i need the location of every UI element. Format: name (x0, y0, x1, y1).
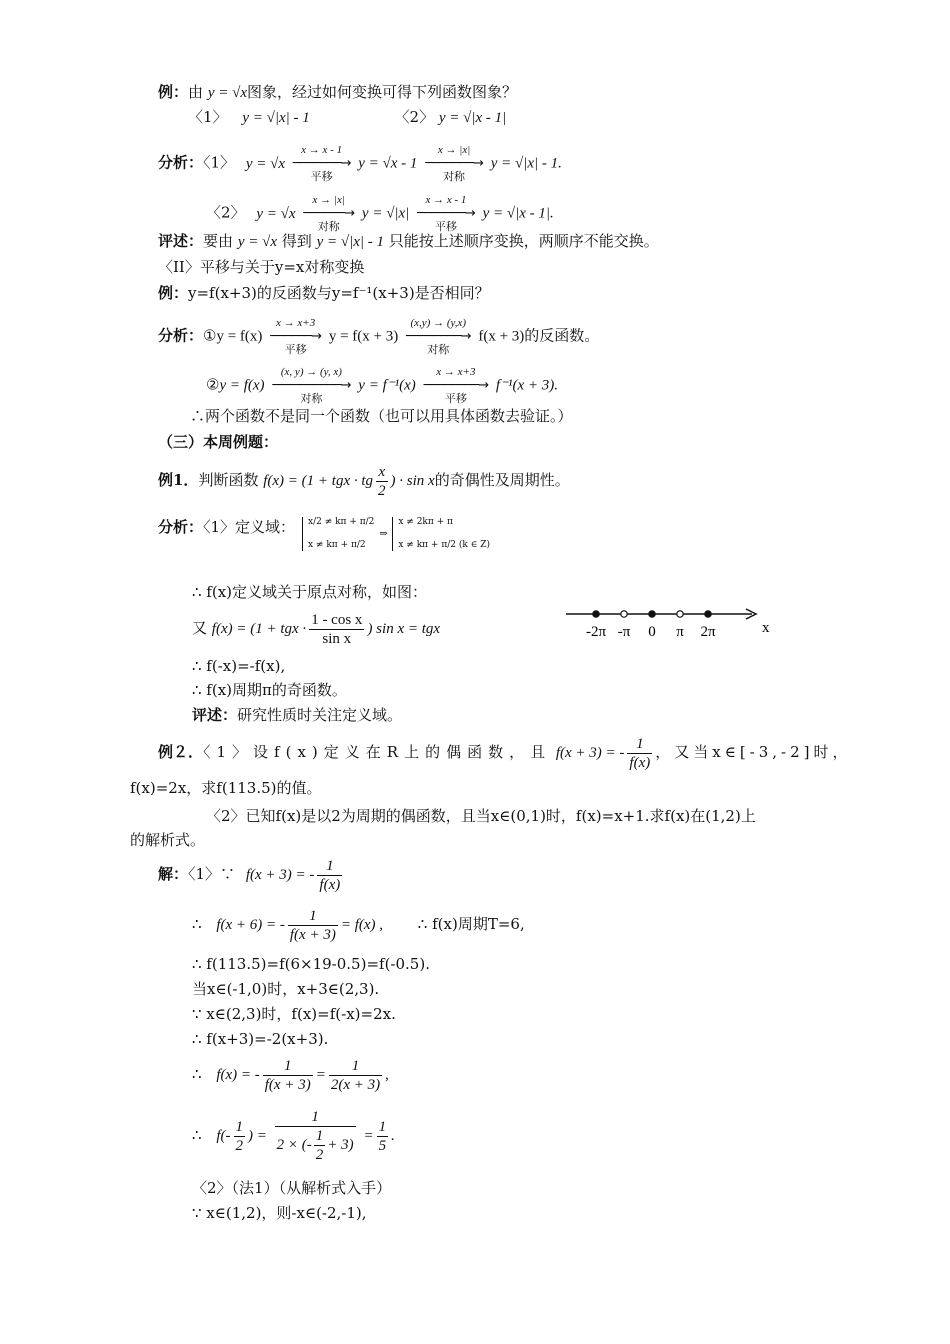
text: 〈1〉定义域： (203, 518, 296, 536)
transform-arrow: x → x - 1 ───────→ 平移 (417, 194, 475, 233)
filled-point (649, 611, 655, 617)
example-label: 例： (158, 83, 189, 101)
example-label: 例： (158, 284, 189, 302)
solution-line-8 (192, 1106, 395, 1165)
therefore-symbol: ∴ (192, 915, 202, 933)
odd-statement: ∴ f(-x)=-f(x), (192, 657, 286, 675)
analysis-chain-2 (206, 194, 554, 233)
tick-label: 2π (700, 624, 716, 640)
circled-number: ② (206, 375, 220, 394)
method-1-heading: 〈2〉（法1）（从解析式入手） (192, 1179, 392, 1197)
formula: ) sin x = tgx (367, 621, 441, 637)
text: 的反函数。 (524, 326, 600, 345)
item-label: 〈1〉 (188, 108, 228, 126)
formula: f⁻¹(x + 3). (495, 377, 558, 394)
formula: f(x + 3) = - (245, 867, 315, 883)
filled-point (593, 611, 599, 617)
example-label: 例２． (158, 743, 204, 761)
example-1 (158, 462, 570, 500)
analysis-conclusion: ∴两个函数不是同一个函数（也可以用具体函数去验证。） (190, 407, 573, 425)
example-inverse (158, 283, 490, 303)
tick-label: -π (617, 624, 631, 640)
formula: ) = (248, 1128, 267, 1144)
implies-symbol: ⇒ (379, 528, 388, 540)
fraction: 1 2 × (- $\frac{1}{2}$ + 3) (276, 1109, 354, 1163)
review-0 (158, 231, 659, 252)
formula: y = f(x) (219, 377, 265, 394)
formula: f(x + 3) = - (555, 745, 625, 761)
formula: y = √|x| (361, 205, 410, 222)
analysis-inverse-1 (158, 317, 599, 356)
solution-line-5: ∵ x∈(2,3)时，f(x)=f(-x)=2x. (192, 1005, 396, 1023)
fraction: $\frac{1}{5}$ (378, 1118, 387, 1154)
fraction: $\frac{1}{f(x)}$ (629, 735, 651, 771)
formula: y = f⁻¹(x) (358, 377, 416, 394)
review-1 (192, 705, 402, 725)
formula: y = √x (207, 85, 247, 101)
formula: = f(x) , (340, 917, 384, 933)
system-right: x ≠ 2kπ + π x ≠ kπ + π/2 (k ∈ Z) (392, 517, 490, 551)
fraction: $\frac{1}{2(x + 3)}$ (330, 1057, 381, 1093)
analysis-label: 分析： (158, 326, 204, 345)
solution-line-4: 当x∈(-1,0)时，x+3∈(2,3). (192, 980, 380, 998)
transform-arrow: (x,y) → (y,x) ────────→ 对称 (406, 317, 471, 356)
text: 只能按上述顺序变换，两顺序不能交换。 (388, 232, 659, 250)
text: 〈1〉设f(x)定义在R上的偶函数，且 (203, 743, 552, 761)
text: 得到 (281, 232, 312, 250)
example-2-part-2-cont: 的解析式。 (130, 831, 206, 849)
example-2-part-2: 〈2〉已知f(x)是以2为周期的偶函数，且当x∈(0,1)时，f(x)=x+1.求f(x)在(1,2)上 (206, 807, 756, 825)
formula: f(x + 3) (478, 328, 525, 345)
method-1-line-1: ∵ x∈(1,2)，则-x∈(-2,-1), (192, 1204, 367, 1222)
text: 判断函数 (198, 471, 259, 489)
fraction: $\frac{x}{2}$ (378, 463, 386, 499)
system-left: x/2 ≠ kπ + π/2 x ≠ kπ + π/2 (302, 517, 374, 551)
text: ∴ f(x)周期T=6, (417, 915, 525, 933)
section-heading-III: （三）本周例题： (158, 433, 279, 451)
review-label: 评述： (158, 232, 204, 250)
formula: f(x) = (1 + tgx · tg (263, 473, 374, 489)
formula: y = √x (245, 155, 286, 172)
therefore-symbol: ∴ (192, 1065, 202, 1083)
open-point (621, 611, 627, 617)
example-items (188, 107, 506, 128)
formula: y = √|x - 1|. (482, 205, 554, 222)
open-point (677, 611, 683, 617)
solution-label: 解： (158, 865, 189, 883)
formula: y = √x (237, 234, 277, 250)
formula: = (315, 1067, 326, 1083)
analysis-inverse-2 (206, 366, 558, 405)
formula: f(x) = (1 + tgx · (211, 621, 307, 637)
analysis-domain (158, 517, 295, 537)
text: 研究性质时关注定义域。 (237, 706, 403, 724)
text: 图象，经过如何变换可得下列函数图象？ (246, 83, 517, 101)
fraction: $\frac{1}{f(x + 3)}$ (289, 907, 336, 943)
transform-arrow: x → x - 1 ───────→ 平移 (292, 144, 351, 183)
axis-variable-label: x (762, 620, 770, 636)
item-label: 〈2〉 (206, 203, 246, 222)
formula: . (391, 1128, 395, 1144)
text: 又 (192, 619, 208, 637)
example-2-line-1 (158, 732, 852, 773)
formula: y = √|x| - 1. (490, 155, 562, 172)
tick-label: π (676, 624, 684, 640)
text: y=f(x+3)的反函数与y=f⁻¹(x+3)是否相同？ (188, 284, 490, 302)
therefore-symbol: ∴ (192, 1126, 202, 1144)
formula: y = √x (256, 205, 296, 222)
domain-system (302, 517, 490, 551)
symmetry-note: ∴ f(x)定义域关于原点对称，如图： (192, 583, 428, 601)
period-statement: ∴ f(x)周期π的奇函数。 (192, 681, 347, 699)
solution-line-2 (192, 904, 525, 945)
filled-point (705, 611, 711, 617)
transform-arrow: (x, y) → (y, x) ──────────→ 对称 (272, 366, 351, 405)
text: 〈1〉∵ (188, 865, 236, 883)
text: 由 (188, 83, 204, 101)
formula: f(x + 6) = - (216, 917, 285, 933)
number-line (560, 600, 780, 644)
formula: = (363, 1128, 374, 1144)
example-2-line-2: f(x)=2x，求f(113.5)的值。 (130, 779, 322, 797)
analysis-label: 分析： (158, 518, 204, 536)
analysis-label: 分析： (158, 153, 204, 172)
formula: y = √|x - 1| (438, 110, 507, 126)
item-label: 〈2〉 (394, 108, 435, 126)
fraction: $\frac{1}{f(x)}$ (319, 857, 341, 893)
solution-line-3: ∴ f(113.5)=f(6×19-0.5)=f(-0.5). (192, 955, 430, 973)
transform-arrow: x → x+3 ────────→ 平移 (423, 366, 489, 405)
formula: y = √|x| - 1 (316, 234, 384, 250)
text: ，又当x∈[-3,-2]时， (655, 743, 852, 761)
solution-line-1 (158, 854, 345, 895)
simplified-equation (192, 610, 440, 648)
formula: f(- (216, 1128, 231, 1144)
text: 要由 (203, 232, 234, 250)
review-label: 评述： (192, 706, 238, 724)
example-intro (158, 82, 517, 103)
formula: y = √x - 1 (358, 155, 418, 172)
tick-label: -2π (585, 624, 607, 640)
example-label: 例1． (158, 471, 199, 489)
fraction: $\frac{1}{2}$ (235, 1118, 243, 1154)
transform-arrow: x → |x| ──────→ 对称 (303, 194, 355, 233)
text: 的奇偶性及周期性。 (434, 471, 570, 489)
fraction: $\frac{\text{1 - cos x}}{\text{sin x}}$ (311, 611, 363, 647)
transform-arrow: x → |x| ───────→ 对称 (425, 144, 483, 183)
tick-label: 0 (648, 624, 656, 640)
formula: f(x) = - (216, 1067, 260, 1083)
solution-line-7 (192, 1054, 389, 1095)
formula: y = f(x + 3) (328, 328, 399, 345)
item-label: 〈1〉 (203, 153, 236, 172)
formula: ) · sin x (390, 473, 435, 489)
analysis-chain-1 (158, 144, 562, 183)
formula: y = √|x| - 1 (242, 110, 310, 126)
formula: , (385, 1067, 389, 1083)
fraction: $\frac{1}{f(x + 3)}$ (264, 1057, 311, 1093)
solution-line-6: ∴ f(x+3)=-2(x+3). (192, 1030, 329, 1048)
transform-arrow: x → x+3 ──────→ 平移 (270, 317, 322, 356)
circled-number: ① (203, 326, 217, 345)
formula: y = f(x) (216, 328, 263, 345)
section-heading-II: 〈II〉平移与关于y=x对称变换 (158, 258, 365, 276)
